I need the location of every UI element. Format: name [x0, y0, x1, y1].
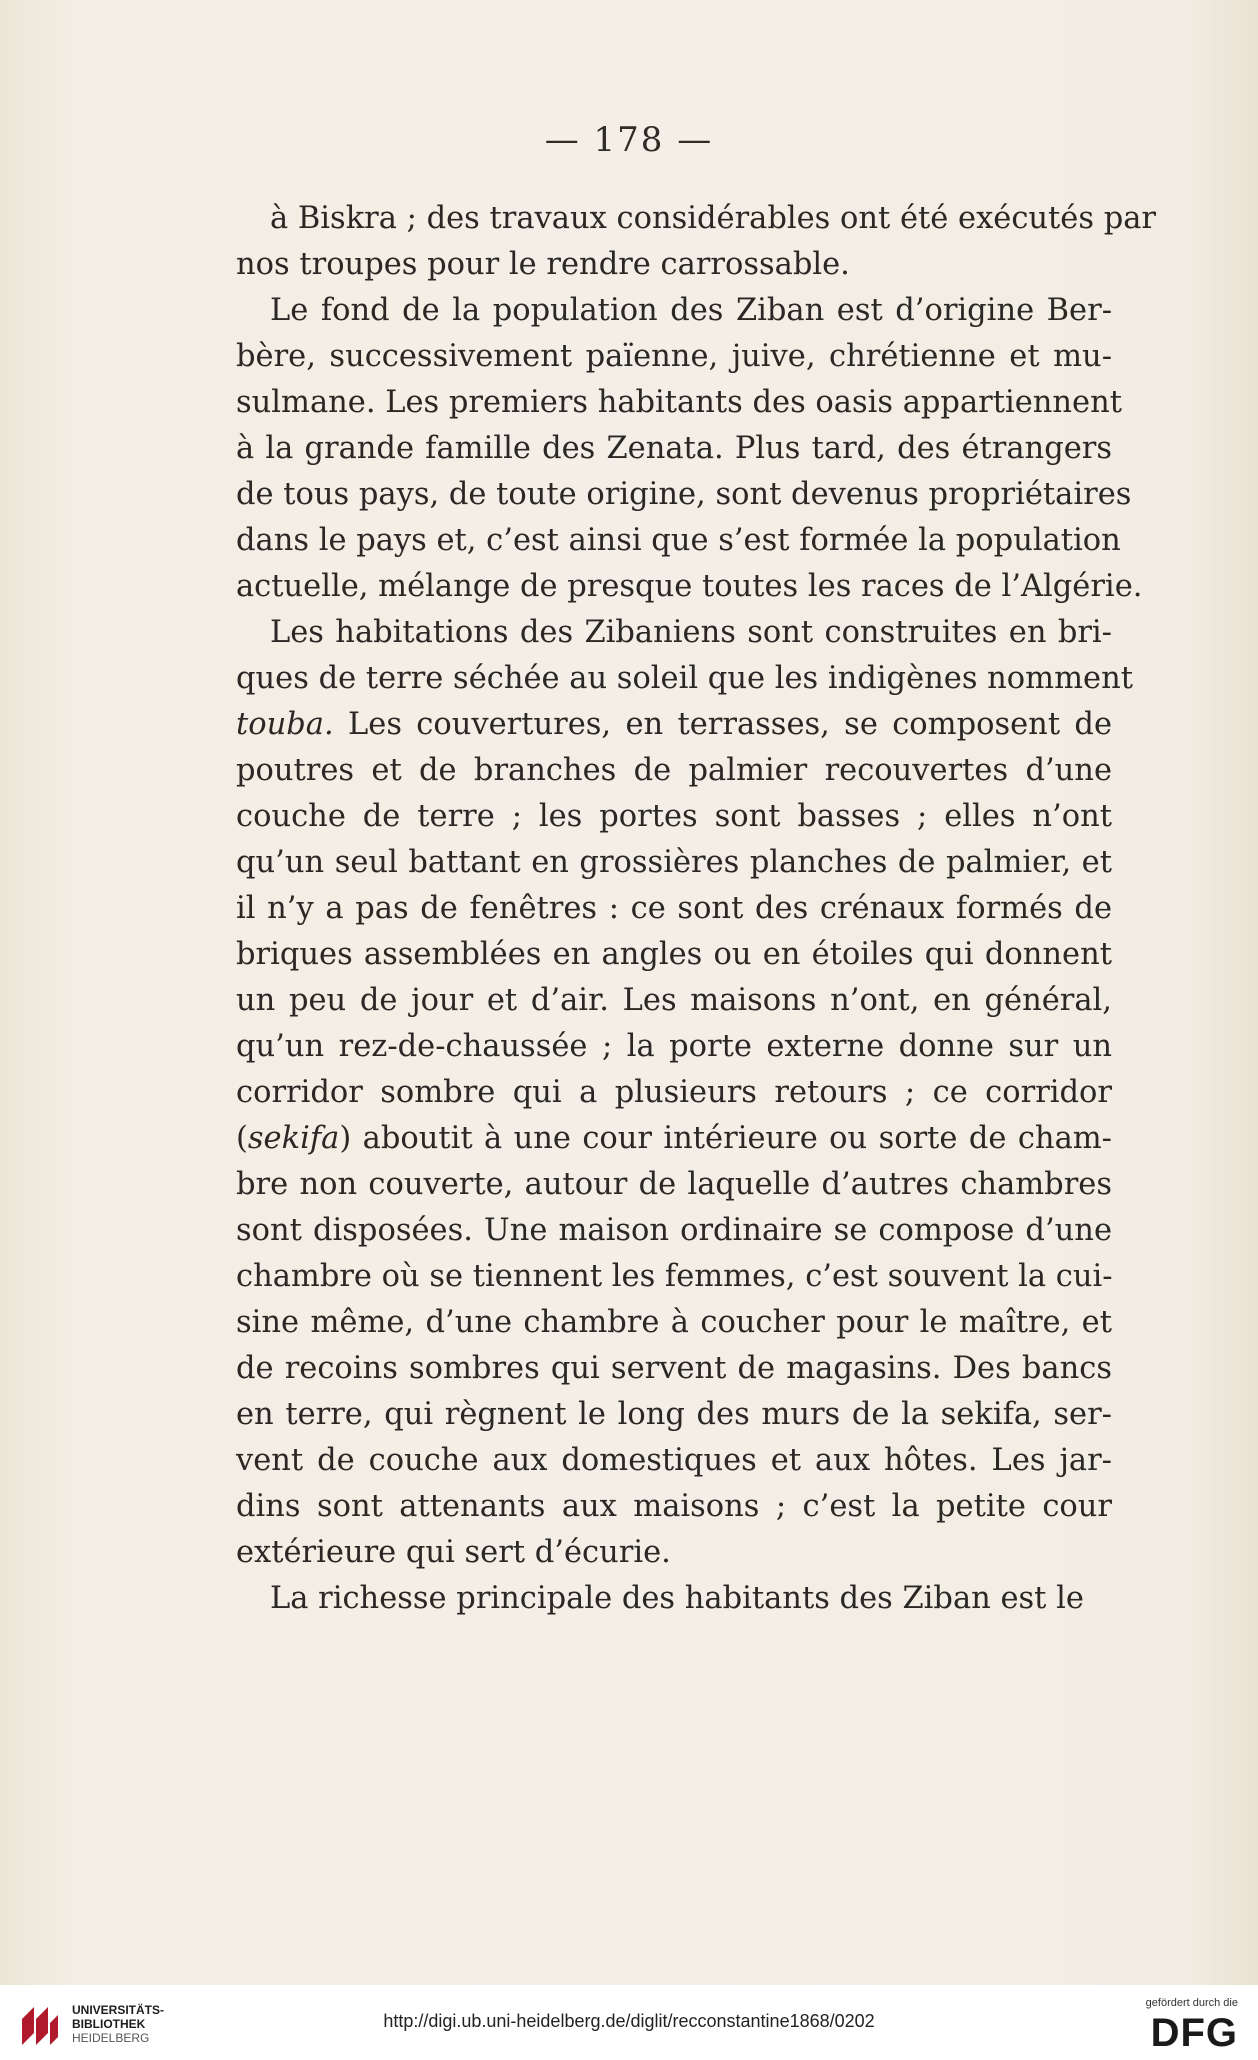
- text-line: briques assemblées en angles ou en étoiles qui donnent: [236, 937, 1112, 972]
- text-line: sulmane. Les premiers habitants des oasis appartiennent: [236, 385, 1123, 420]
- text-line: de tous pays, de toute origine, sont devenus propriétaires: [236, 477, 1132, 512]
- text-line: chambre où se tiennent les femmes, c’est souvent la cui-: [236, 1259, 1113, 1294]
- library-name-line2: BIBLIOTHEK: [72, 2017, 146, 2031]
- text-segment: Les couvertures, en terrasses, se composent de: [333, 707, 1112, 742]
- italic-term: touba.: [236, 707, 334, 742]
- text-line: Les habitations des Zibaniens sont construites en bri-: [270, 615, 1112, 650]
- text-line: un peu de jour et d’air. Les maisons n’ont, en général,: [236, 983, 1112, 1018]
- text-line: il n’y a pas de fenêtres : ce sont des crénaux formés de: [236, 891, 1112, 926]
- library-name-line1: UNIVERSITÄTS-: [72, 2003, 165, 2017]
- text-line: [236, 1116, 1112, 1162]
- text-line: qu’un seul battant en grossières planches de palmier, et: [236, 845, 1112, 880]
- text-line: couche de terre ; les portes sont basses ; elles n’ont: [236, 799, 1112, 834]
- text-line: nos troupes pour le rendre carrossable.: [236, 247, 850, 282]
- text-line: sine même, d’une chambre à coucher pour le maître, et: [236, 1305, 1112, 1340]
- text-line: poutres et de branches de palmier recouvertes d’une: [236, 753, 1112, 788]
- body-text: [236, 196, 1156, 1622]
- dfg-logo: DFG: [1150, 2011, 1238, 2055]
- text-line: bère, successivement païenne, juive, chrétienne et mu-: [236, 339, 1112, 374]
- text-line: Le fond de la population des Ziban est d’origine Ber-: [270, 293, 1112, 328]
- text-line: [236, 702, 1112, 748]
- text-line: actuelle, mélange de presque toutes les races de l’Algérie.: [236, 569, 1143, 604]
- text-line: à Biskra ; des travaux considérables ont été exécutés par: [270, 201, 1156, 236]
- footer-bar: [0, 1985, 1258, 2060]
- text-segment: (: [236, 1121, 248, 1156]
- page-number: — 178 —: [544, 120, 714, 160]
- text-line: corridor sombre qui a plusieurs retours ; ce corridor: [236, 1075, 1112, 1110]
- text-line: ques de terre séchée au soleil que les indigènes nomment: [236, 661, 1133, 696]
- text-line: à la grande famille des Zenata. Plus tard, des étrangers: [236, 431, 1112, 466]
- text-line: vent de couche aux domestiques et aux hôtes. Les jar-: [236, 1443, 1112, 1478]
- text-line: en terre, qui règnent le long des murs de la sekifa, ser-: [236, 1397, 1112, 1432]
- text-line: La richesse principale des habitants des Ziban est le: [270, 1581, 1084, 1616]
- text-line: qu’un rez-de-chaussée ; la porte externe donne sur un: [236, 1029, 1112, 1064]
- permalink-url[interactable]: http://digi.ub.uni-heidelberg.de/diglit/recconstantine1868/0202: [383, 2011, 875, 2031]
- text-line: dans le pays et, c’est ainsi que s’est formée la population: [236, 523, 1121, 558]
- text-line: bre non couverte, autour de laquelle d’autres chambres: [236, 1167, 1112, 1202]
- text-line: dins sont attenants aux maisons ; c’est la petite cour: [236, 1489, 1112, 1524]
- text-segment: ) aboutit à une cour intérieure ou sorte de cham-: [339, 1121, 1112, 1156]
- text-line: sont disposées. Une maison ordinaire se compose d’une: [236, 1213, 1112, 1248]
- italic-term: sekifa: [247, 1121, 340, 1156]
- text-line: extérieure qui sert d’écurie.: [236, 1535, 671, 1570]
- library-name-line3: HEIDELBERG: [72, 2031, 150, 2045]
- funding-note: gefördert durch die: [1145, 1997, 1238, 2009]
- text-line: de recoins sombres qui servent de magasins. Des bancs: [236, 1351, 1112, 1386]
